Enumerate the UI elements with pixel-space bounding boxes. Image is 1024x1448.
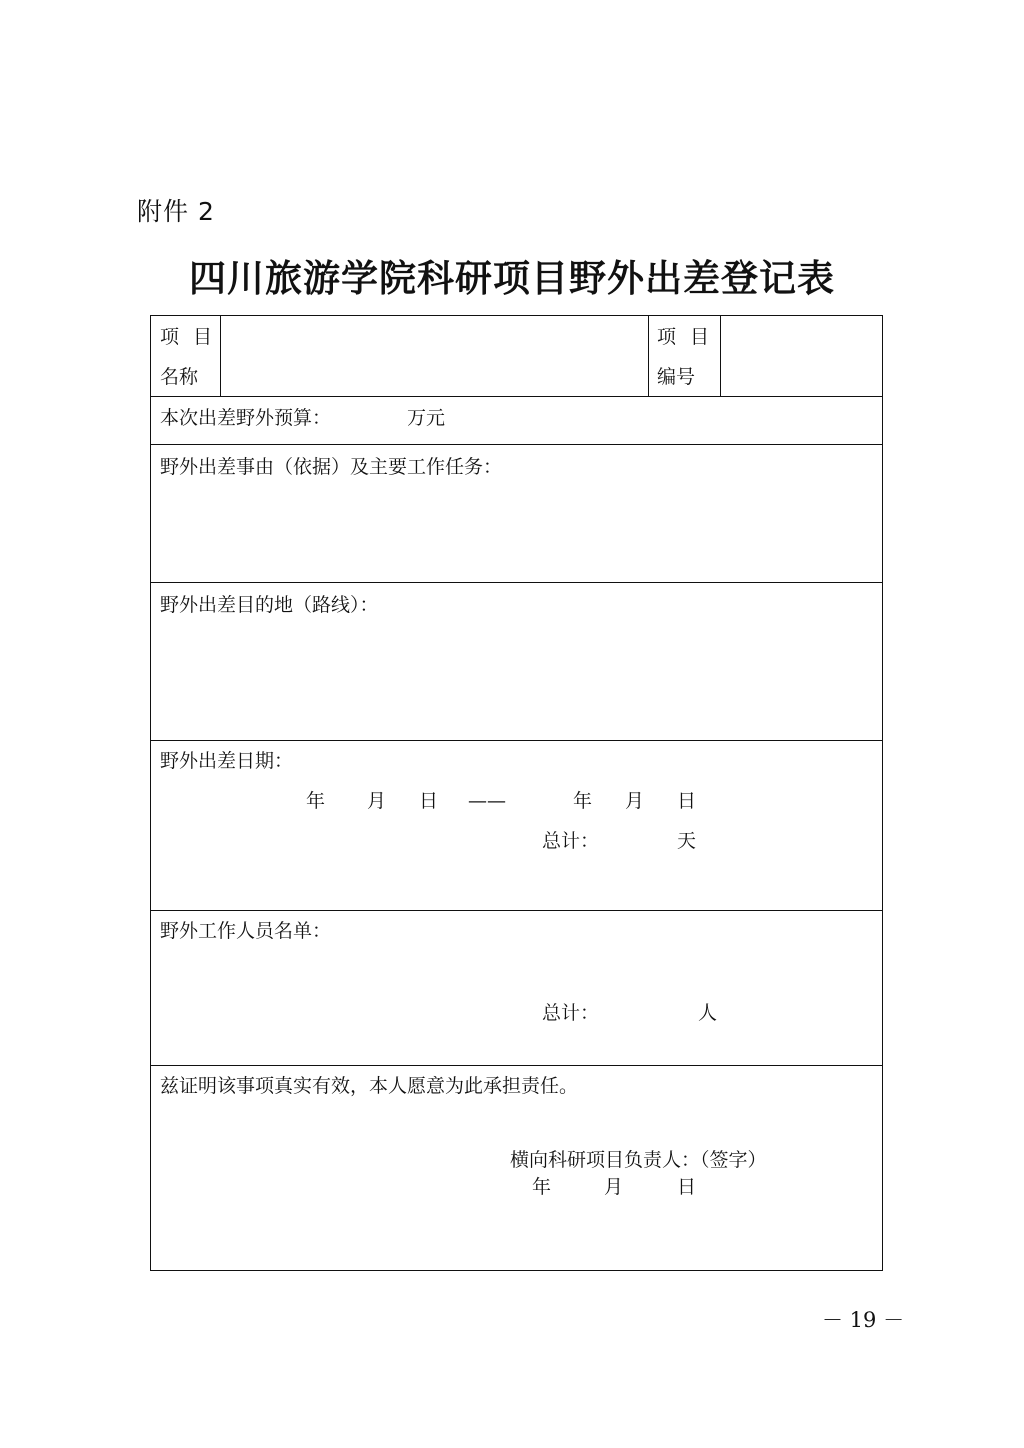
project-name-label-line2: 名称 [160, 366, 199, 388]
divider-name-label [220, 316, 221, 396]
budget-unit: 万元 [407, 407, 446, 429]
staff-unit: 人 [698, 1002, 718, 1024]
end-day-label: 日 [677, 790, 697, 812]
project-number-field[interactable] [722, 318, 880, 394]
date-label: 野外出差日期： [160, 750, 294, 772]
row-divider [151, 1065, 882, 1066]
end-month-label: 月 [625, 790, 645, 812]
attachment-label: 附件 2 [137, 197, 215, 226]
sign-day-label: 日 [677, 1176, 697, 1198]
divider-name-value [648, 316, 649, 396]
staff-label: 野外工作人员名单： [160, 920, 332, 942]
registration-form [150, 315, 883, 1271]
staff-total-field[interactable] [601, 996, 695, 1030]
days-total-label: 总计： [542, 830, 600, 852]
destination-label: 野外出差目的地（路线）： [160, 594, 379, 616]
start-year-label: 年 [306, 790, 326, 812]
date-range-dash: —— [468, 790, 506, 812]
destination-field[interactable] [153, 622, 880, 738]
project-number-label-line1: 项 目 [657, 326, 714, 348]
days-total-field[interactable] [601, 824, 673, 858]
signer-label: 横向科研项目负责人：（签字） [510, 1149, 767, 1171]
declaration-text: 兹证明该事项真实有效，本人愿意为此承担责任。 [160, 1075, 579, 1097]
start-month-label: 月 [367, 790, 387, 812]
project-number-label-line2: 编号 [657, 366, 696, 388]
project-name-label-line1: 项 目 [160, 326, 217, 348]
end-year-label: 年 [573, 790, 593, 812]
form-title: 四川旅游学院科研项目野外出差登记表 [189, 256, 835, 300]
sign-year-label: 年 [532, 1176, 552, 1198]
row-divider [151, 444, 882, 445]
days-unit: 天 [677, 830, 697, 852]
page-number: － 19 － [822, 1308, 905, 1332]
sign-month-label: 月 [604, 1176, 624, 1198]
budget-field[interactable] [336, 400, 401, 440]
reason-field[interactable] [153, 484, 880, 580]
reason-label: 野外出差事由（依据）及主要工作任务： [160, 456, 503, 478]
start-day-label: 日 [419, 790, 439, 812]
budget-label: 本次出差野外预算： [160, 407, 332, 429]
staff-total-label: 总计： [542, 1002, 600, 1024]
row-divider [151, 396, 882, 397]
staff-list-field[interactable] [153, 948, 880, 992]
project-name-field[interactable] [222, 318, 646, 394]
signature-field[interactable] [510, 1174, 810, 1194]
divider-number-label [720, 316, 721, 396]
row-divider [151, 740, 882, 741]
row-divider [151, 910, 882, 911]
row-divider [151, 582, 882, 583]
